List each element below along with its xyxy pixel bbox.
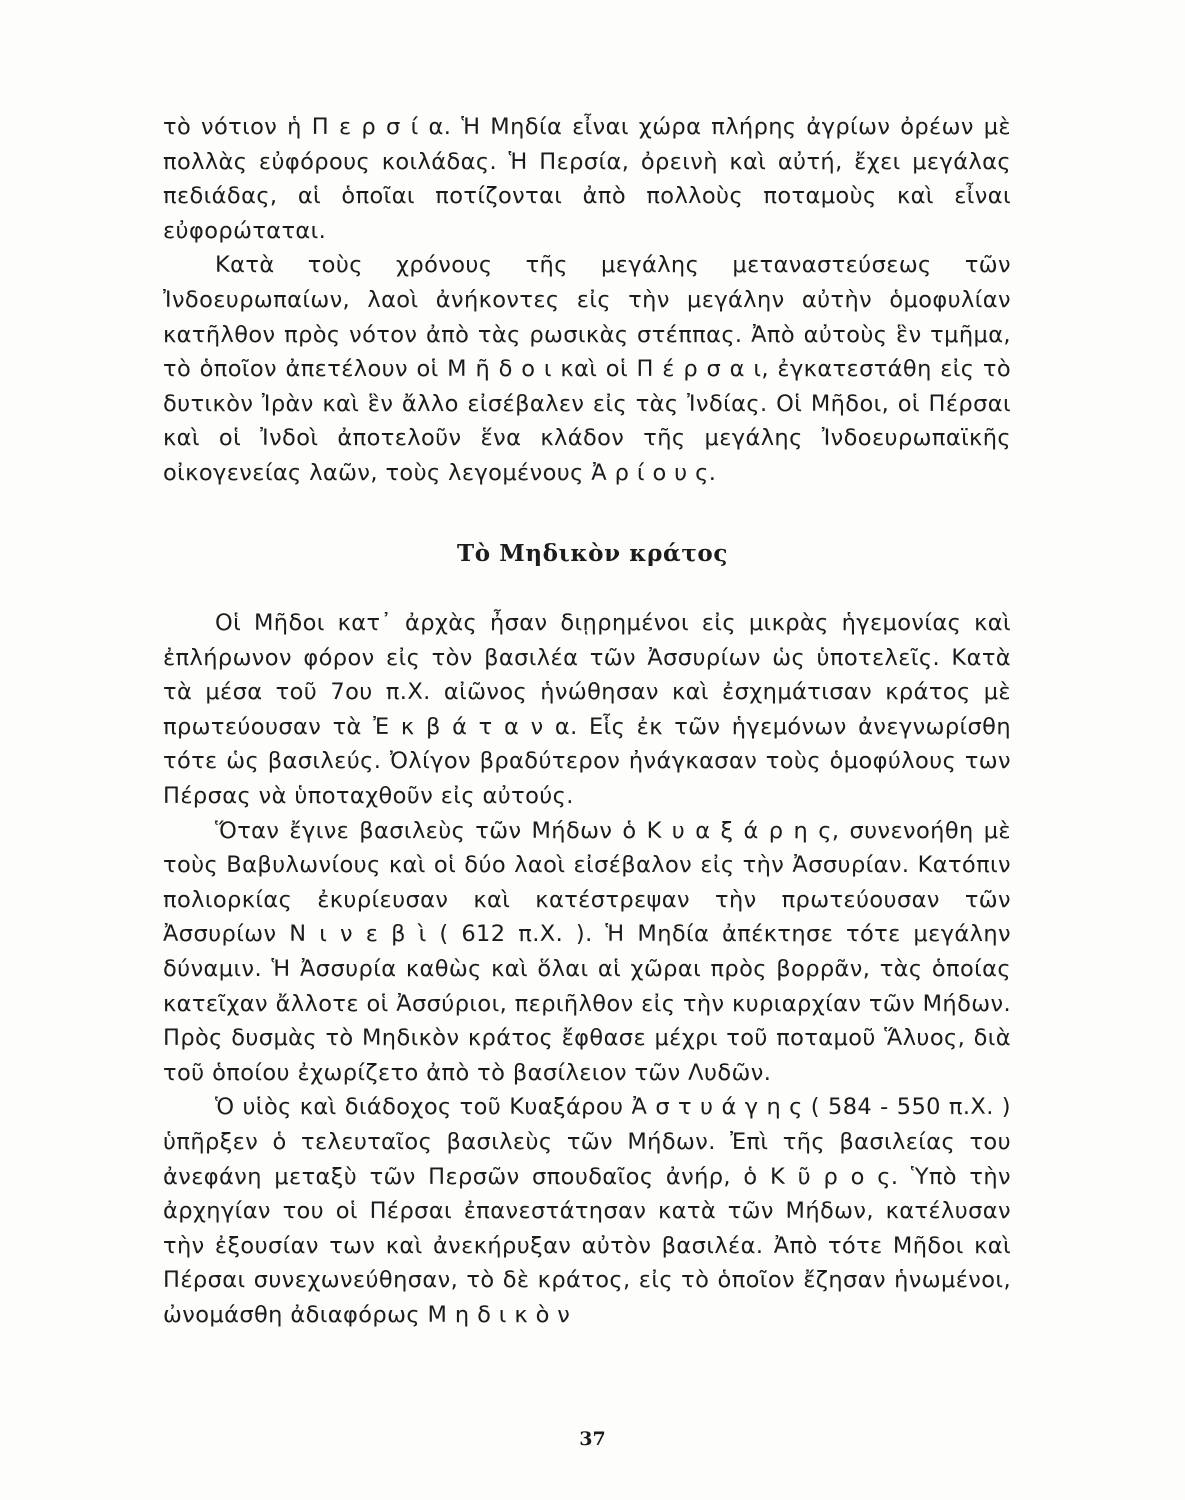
text-section-intro: [163, 110, 1011, 491]
paragraph: Ὁ υἱὸς καὶ διάδοχος τοῦ Κυαξάρου Ἀ σ τ υ ά γ η ς ( 584 - 550 π.Χ. ) ὑπῆρξεν ὁ τελευταῖος βασιλεὺς τῶν Μήδων. Ἐπὶ τῆς βασιλείας του ἀνεφάνη μεταξὺ τῶν Περσῶν σπουδαῖος ἀνήρ, ὁ Κ ῦ ρ ο ς. Ὑπὸ τὴν ἀρχηγίαν του οἱ Πέρσαι ἐπανεστάτησαν κατὰ τῶν Μήδων, κατέλυσαν τὴν ἐξουσίαν των καὶ ἀνεκήρυξαν αὐτὸν βασιλέα. Ἀπὸ τότε Μῆδοι καὶ Πέρσαι συνεχωνεύθησαν, τὸ δὲ κράτος, εἰς τὸ ὁποῖον ἔζησαν ἡνωμένοι, ὠνομάσθη ἀδιαφόρως Μ η δ ι κ ὸ ν: [163, 1094, 1011, 1328]
paragraph: Κατὰ τοὺς χρόνους τῆς μεγάλης μεταναστεύσεως τῶν Ἰνδοευρωπαίων, λαοὶ ἀνήκοντες εἰς τὴν μεγάλην αὐτὴν ὁμοφυλίαν κατῆλθον πρὸς νότον ἀπὸ τὰς ρωσικὰς στέππας. Ἀπὸ αὐτοὺς ἓν τμῆμα, τὸ ὁποῖον ἀπετέλουν οἱ Μ ῆ δ ο ι καὶ οἱ Π έ ρ σ α ι, ἐγκατεστάθη εἰς τὸ δυτικὸν Ἰρὰν καὶ ἓν ἄλλο εἰσέβαλεν εἰς τὰς Ἰνδίας. Οἱ Μῆδοι, οἱ Πέρσαι καὶ οἱ Ἰνδοὶ ἀποτελοῦν ἕνα κλάδον τῆς μεγάλης Ἰνδοευρωπαϊκῆς οἰκογενείας λαῶν, τοὺς λεγομένους Ἀ ρ ί ο υ ς.: [163, 252, 1011, 486]
paragraph: Ὅταν ἔγινε βασιλεὺς τῶν Μήδων ὁ Κ υ α ξ ά ρ η ς, συνενοήθη μὲ τοὺς Βαβυλωνίους καὶ οἱ δύο λαοὶ εἰσέβαλον εἰς τὴν Ἀσσυρίαν. Κατόπιν πολιορκίας ἐκυρίευσαν καὶ κατέστρεψαν τὴν πρωτεύουσαν τῶν Ἀσσυρίων Ν ι ν ε β ὶ ( 612 π.Χ. ). Ἡ Μηδία ἀπέκτησε τότε μεγάλην δύναμιν. Ἡ Ἀσσυρία καθὼς καὶ ὅλαι αἱ χῶραι πρὸς βορρᾶν, τὰς ὁποίας κατεῖχαν ἄλλοτε οἱ Ἀσσύριοι, περιῆλθον εἰς τὴν κυριαρχίαν τῶν Μήδων. Πρὸς δυσμὰς τὸ Μηδικὸν κράτος ἔφθασε μέχρι τοῦ ποταμοῦ Ἅλυος, διὰ τοῦ ὁποίου ἐχωρίζετο ἀπὸ τὸ βασίλειον τῶν Λυδῶν.: [163, 817, 1011, 1086]
paragraph: Οἱ Μῆδοι κατ᾽ ἀρχὰς ἦσαν διῃρημένοι εἰς μικρὰς ἡγεμονίας καὶ ἐπλήρωνον φόρον εἰς τὸν βασιλέα τῶν Ἀσσυρίων ὡς ὑποτελεῖς. Κατὰ τὰ μέσα τοῦ 7ου π.Χ. αἰῶνος ἡνώθησαν καὶ ἐσχημάτισαν κράτος μὲ πρωτεύουσαν τὰ Ἐ κ β ά τ α ν α. Εἷς ἐκ τῶν ἡγεμόνων ἀνεγνωρίσθη τότε ὡς βασιλεύς. Ὀλίγον βραδύτερον ἠνάγκασαν τοὺς ὁμοφύλους των Πέρσας νὰ ὑποταχθοῦν εἰς αὐτούς.: [163, 610, 1011, 809]
section-heading: Τὸ Μηδικὸν κράτος: [457, 540, 728, 567]
page-number: 37: [579, 1428, 606, 1450]
text-section-median-state: [163, 606, 1011, 1332]
paragraph: τὸ νότιον ἡ Π ε ρ σ ί α. Ἡ Μηδία εἶναι χώρα πλήρης ἀγρίων ὀρέων μὲ πολλὰς εὐφόρους κοιλάδας. Ἡ Περσία, ὀρεινὴ καὶ αὐτή, ἔχει μεγάλας πεδιάδας, αἱ ὁποῖαι ποτίζονται ἀπὸ πολλοὺς ποταμοὺς καὶ εἶναι εὐφορώταται.: [163, 114, 1011, 244]
